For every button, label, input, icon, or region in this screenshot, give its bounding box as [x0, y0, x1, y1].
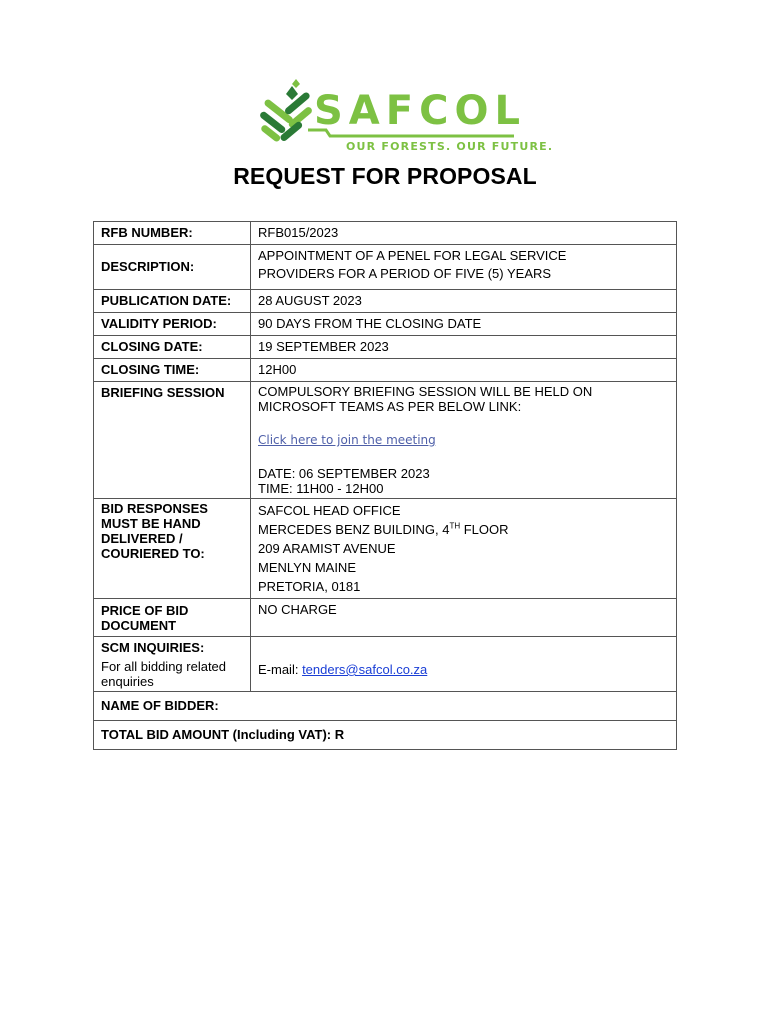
bid-responses-label-line: DELIVERED / [101, 531, 183, 546]
safcol-logo [256, 78, 554, 154]
table-row [94, 499, 677, 599]
table-row [94, 222, 677, 245]
scm-note-line: enquiries [101, 674, 154, 689]
rfb-number-label: RFB NUMBER: [94, 222, 251, 245]
logo-tagline-text: OUR FORESTS. OUR FUTURE. [346, 140, 554, 153]
price-value: NO CHARGE [251, 599, 677, 637]
table-row [94, 721, 677, 750]
briefing-time: TIME: 11H00 - 12H00 [258, 481, 384, 496]
email-link[interactable]: tenders@safcol.co.za [302, 662, 428, 677]
delivery-address [251, 499, 677, 599]
table-row [94, 336, 677, 359]
bidder-name-field[interactable]: NAME OF BIDDER: [94, 692, 677, 721]
scm-inquiries-label [94, 637, 251, 692]
address-line: SAFCOL HEAD OFFICE [258, 503, 401, 518]
price-label [94, 599, 251, 637]
description-value [251, 245, 677, 290]
bid-responses-label-line: MUST BE HAND [101, 516, 201, 531]
description-label: DESCRIPTION: [94, 245, 251, 290]
briefing-line: COMPULSORY BRIEFING SESSION WILL BE HELD ON [258, 384, 593, 399]
briefing-date: DATE: 06 SEPTEMBER 2023 [258, 466, 430, 481]
table-row [94, 692, 677, 721]
table-row [94, 245, 677, 290]
page-title: REQUEST FOR PROPOSAL [233, 163, 537, 189]
logo-brand-text: SAFCOL [314, 88, 526, 134]
publication-date-value: 28 AUGUST 2023 [251, 290, 677, 313]
publication-date-label: PUBLICATION DATE: [94, 290, 251, 313]
description-line: PROVIDERS FOR A PERIOD OF FIVE (5) YEARS [258, 266, 552, 281]
table-row [94, 290, 677, 313]
scm-inquiries-heading: SCM INQUIRIES: [101, 640, 205, 655]
closing-date-value: 19 SEPTEMBER 2023 [251, 336, 677, 359]
address-line: MENLYN MAINE [258, 560, 356, 575]
closing-time-value: 12H00 [251, 359, 677, 382]
price-label-line: PRICE OF BID [101, 603, 189, 618]
address-line: 209 ARAMIST AVENUE [258, 541, 396, 556]
validity-period-label: VALIDITY PERIOD: [94, 313, 251, 336]
scm-note-line: For all bidding related [101, 659, 227, 674]
closing-time-label: CLOSING TIME: [94, 359, 251, 382]
validity-period-value: 90 DAYS FROM THE CLOSING DATE [251, 313, 677, 336]
description-line: APPOINTMENT OF A PENEL FOR LEGAL SERVICE [258, 248, 567, 263]
closing-date-label: CLOSING DATE: [94, 336, 251, 359]
table-row [94, 637, 677, 692]
email-prefix: E-mail: [258, 662, 303, 677]
briefing-session-value [251, 382, 677, 499]
briefing-line: MICROSOFT TEAMS AS PER BELOW LINK: [258, 399, 522, 414]
bid-responses-label [94, 499, 251, 599]
bid-responses-label-line: BID RESPONSES [101, 501, 208, 516]
total-bid-amount-field[interactable]: TOTAL BID AMOUNT (Including VAT): R [94, 721, 677, 750]
table-row [94, 599, 677, 637]
rfb-number-value: RFB015/2023 [251, 222, 677, 245]
scm-contact [251, 637, 677, 692]
table-row [94, 359, 677, 382]
bid-responses-label-line: COURIERED TO: [101, 546, 205, 561]
address-line: PRETORIA, 0181 [258, 579, 361, 594]
join-meeting-link[interactable]: Click here to join the meeting [258, 433, 436, 447]
price-label-line: DOCUMENT [101, 618, 177, 633]
briefing-session-label: BRIEFING SESSION [94, 382, 251, 499]
leaf-mark-icon [259, 79, 314, 143]
address-line: MERCEDES BENZ BUILDING, 4TH FLOOR [258, 521, 509, 537]
rfp-details-table [93, 221, 677, 750]
safcol-logo-graphic [256, 78, 554, 154]
table-row [94, 313, 677, 336]
table-row [94, 382, 677, 499]
